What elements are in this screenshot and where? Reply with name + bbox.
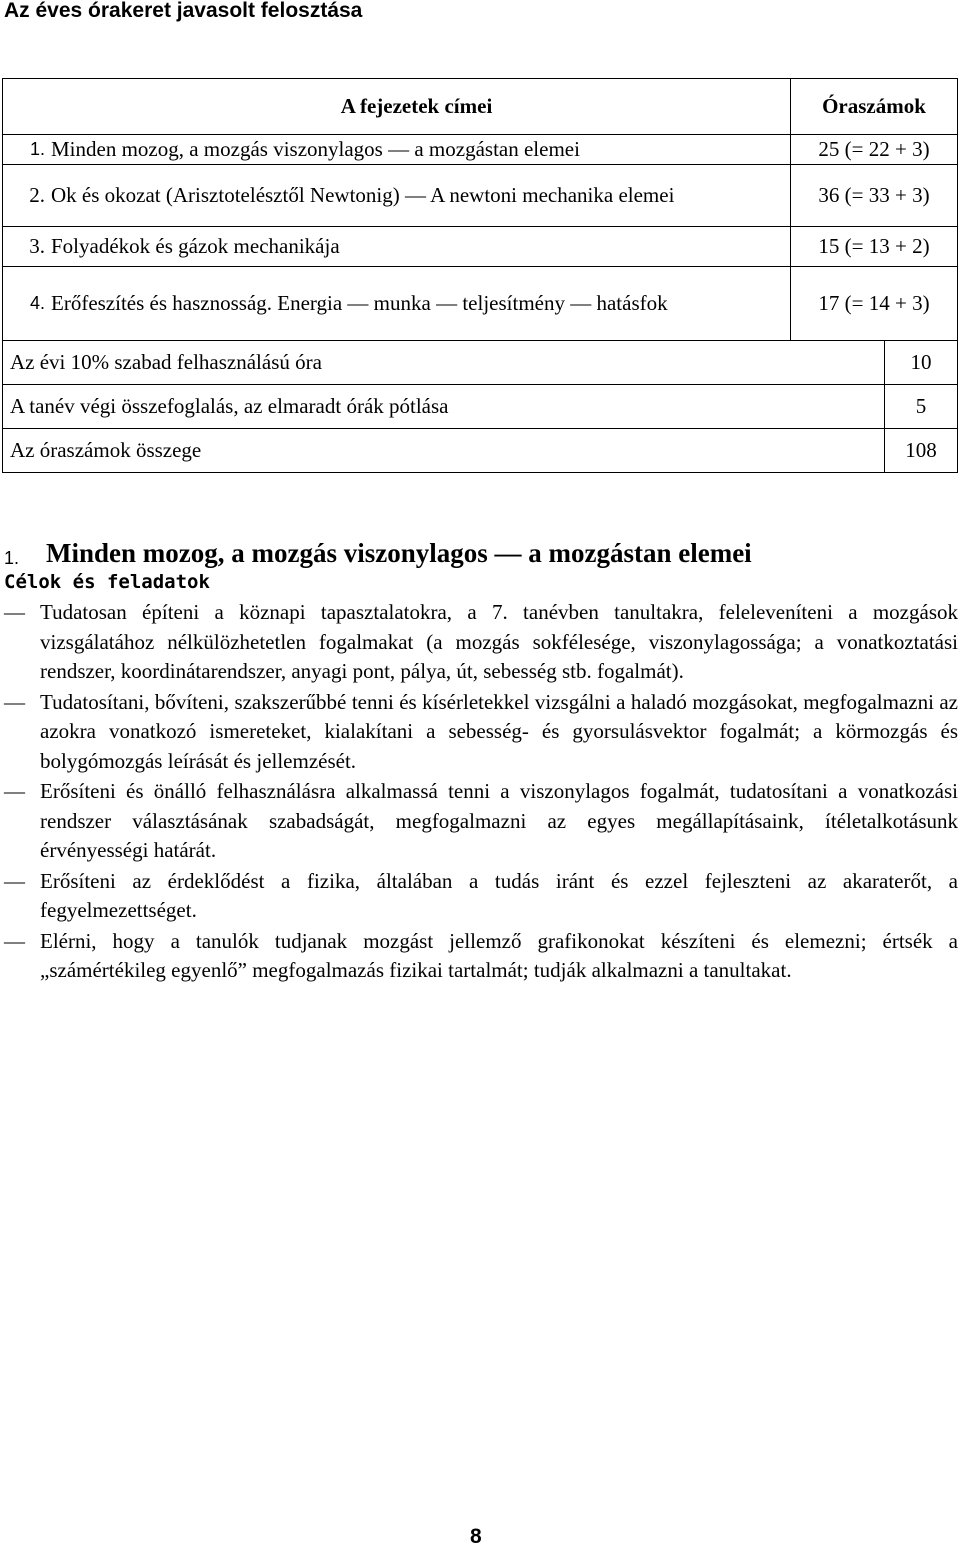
chapter-hours: 17 (= 14 + 3): [791, 267, 958, 341]
dash-bullet-icon: ―: [4, 928, 25, 953]
summary-label: Az óraszámok összege: [3, 429, 885, 473]
table-row: [3, 341, 958, 385]
table-header-row: [3, 79, 958, 135]
chapter-hours: 15 (= 13 + 2): [791, 227, 958, 267]
goals-list: [0, 598, 958, 987]
table-row: [3, 429, 958, 473]
summary-label: A tanév végi összefoglalás, az elmaradt órák pótlása: [3, 385, 885, 429]
chapter-titles-header: A fejezetek címei: [3, 79, 791, 135]
chapter-number: 2.: [29, 183, 45, 207]
list-item-text: Elérni, hogy a tanulók tudjanak mozgást jellemző grafikonokat készíteni és elemezni; értsék a „számértékileg egyenlő” megfogalmazás fizikai tartalmát; tudják alkalmazni a tanultakat.: [40, 928, 958, 982]
list-item: [0, 867, 958, 926]
table-row: [3, 385, 958, 429]
table-row: [3, 135, 958, 165]
hours-header: Óraszámok: [791, 79, 958, 135]
dash-bullet-icon: ―: [4, 779, 25, 803]
dash-bullet-icon: ―: [4, 689, 25, 714]
list-item-text: Erősíteni és önálló felhasználásra alkalmassá tenni a viszonylagos fogalmát, tudatosítani a vonatkozási rendszer választásának szabadságát, megfogalmazni az egyes megállapításaink, ítéletalkotásunk érvényességi határát.: [40, 779, 958, 862]
table-row: [3, 165, 958, 227]
chapter-title: Erőfeszítés és hasznosság. Energia ― munka ― teljesítmény ― hatásfok: [51, 291, 668, 315]
hour-allocation-table: [2, 78, 958, 473]
chapter-number: 4.: [29, 293, 45, 313]
section-heading: [4, 536, 752, 570]
dash-bullet-icon: ―: [4, 868, 25, 893]
table-row: [3, 227, 958, 267]
summary-value: [885, 429, 958, 473]
page-number: 8: [470, 1525, 482, 1548]
chapter-number: 3.: [29, 234, 45, 258]
section-number: 1.: [4, 548, 20, 568]
chapter-title: Folyadékok és gázok mechanikája: [51, 234, 340, 258]
list-item: [0, 598, 958, 687]
list-item-text: Tudatosítani, bővíteni, szakszerűbbé tenni és kísérletekkel vizsgálni a haladó mozgásokat, megfogalmazni az azokra vonatkozó ismereteket, kialakítani a sebesség- és gyorsulásvektor fogalmát; a körmozgás és bolygómozgás leírását és jellemzését.: [40, 689, 958, 773]
section-title: Minden mozog, a mozgás viszonylagos ― a mozgástan elemei: [46, 538, 752, 568]
summary-value: [885, 341, 958, 385]
chapter-title: Ok és okozat (Arisztotelésztől Newtonig) ― A newtoni mechanika elemei: [51, 183, 675, 207]
dash-bullet-icon: ―: [4, 600, 25, 624]
summary-value-text: 108: [905, 438, 937, 462]
goals-subheading: Célok és feladatok: [4, 571, 210, 593]
summary-value: [885, 385, 958, 429]
chapter-hours: 36 (= 33 + 3): [791, 165, 958, 227]
chapter-hours: 25 (= 22 + 3): [791, 135, 958, 165]
list-item: [0, 927, 958, 986]
list-item: [0, 688, 958, 777]
page-title: Az éves órakeret javasolt felosztása: [4, 0, 363, 22]
chapter-title: Minden mozog, a mozgás viszonylagos ― a mozgástan elemei: [51, 137, 580, 161]
table-row: [3, 267, 958, 341]
list-item-text: Tudatosan építeni a köznapi tapasztalatokra, a 7. tanévben tanultakra, feleleveníteni a mozgások vizsgálatához nélkülözhetetlen fogalmakat (a mozgás sokfélesége, viszonylagossága; a vonatkoztatási rendszer, koordinátarendszer, anyagi pont, pálya, út, sebesség stb. fogalmát).: [40, 600, 958, 683]
chapter-number: 1.: [29, 139, 45, 159]
list-item-text: Erősíteni az érdeklődést a fizika, általában a tudás iránt és ezzel fejleszteni az akaraterőt, a fegyelmezettséget.: [40, 868, 958, 922]
summary-label: Az évi 10% szabad felhasználású óra: [3, 341, 885, 385]
list-item: [0, 777, 958, 866]
summary-value-text: 10: [910, 350, 932, 374]
summary-value-text: 5: [915, 394, 927, 418]
